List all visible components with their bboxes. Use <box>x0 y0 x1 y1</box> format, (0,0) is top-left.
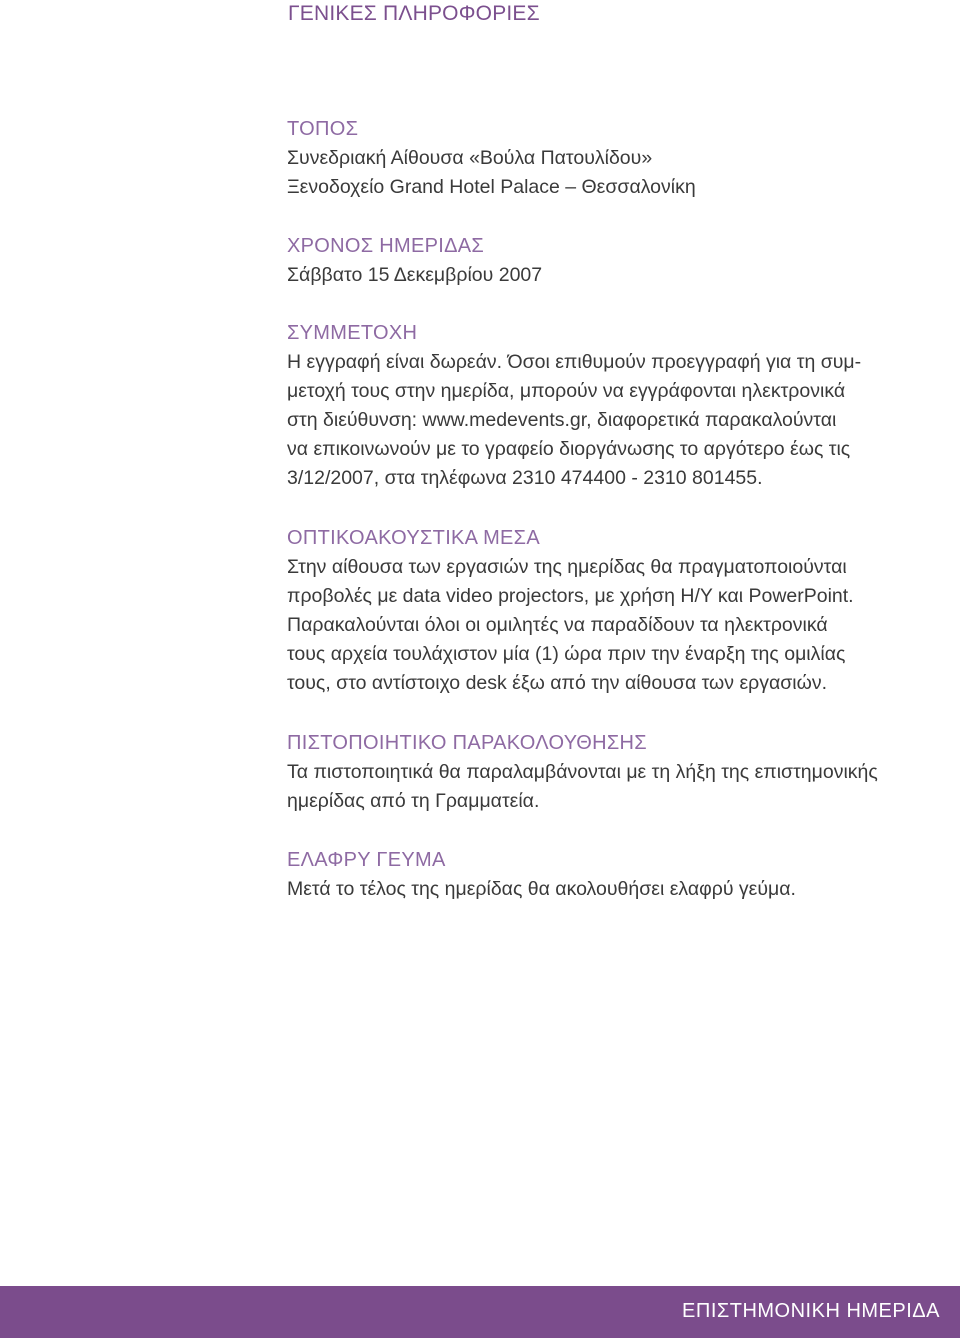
section-line: μετοχή τους στην ημερίδα, μπορούν να εγγράφονται ηλεκτρονικά <box>287 380 846 402</box>
section-line: τους αρχεία τουλάχιστον μία (1) ώρα πριν την έναρξη της ομιλίας <box>287 643 846 665</box>
section-line: στη διεύθυνση: www.medevents.gr, διαφορετικά παρακαλούνται <box>287 409 837 431</box>
footer-band <box>0 1286 960 1338</box>
section-date <box>287 232 947 290</box>
section-line: να επικοινωνούν με το γραφείο διοργάνωσης το αργότερο έως τις <box>287 438 851 460</box>
section-location <box>287 115 947 202</box>
page-title: ΓΕΝΙΚΕΣ ΠΛΗΡΟΦΟΡΙΕΣ <box>288 2 540 25</box>
section-line: Ξενοδοχείο Grand Hotel Palace – Θεσσαλονίκη <box>287 176 696 198</box>
section-line: Σάββατο 15 Δεκεμβρίου 2007 <box>287 264 543 286</box>
section-line: προβολές με data video projectors, με χρήση Η/Υ και PowerPoint. <box>287 585 854 607</box>
section-line: Τα πιστοποιητικά θα παραλαμβάνονται με τη λήξη της επιστημονικής <box>287 761 878 783</box>
footer-label: ΕΠΙΣΤΗΜΟΝΙΚΗ ΗΜΕΡΙΔΑ <box>682 1300 940 1322</box>
section-line: Παρακαλούνται όλοι οι ομιλητές να παραδίδουν τα ηλεκτρονικά <box>287 614 828 636</box>
section-line: τους, στο αντίστοιχο desk έξω από την αίθουσα των εργασιών. <box>287 672 828 694</box>
section-title: ΕΛΑΦΡΥ ΓΕΥΜΑ <box>287 849 446 871</box>
section-audiovisual <box>287 524 947 698</box>
section-line: Στην αίθουσα των εργασιών της ημερίδας θα πραγματοποιούνται <box>287 556 847 578</box>
section-line: Η εγγραφή είναι δωρεάν. Όσοι επιθυμούν προεγγραφή για τη συμ- <box>287 351 862 373</box>
section-certificate <box>287 729 947 816</box>
section-participation <box>287 319 947 493</box>
section-title: ΟΠΤΙΚΟΑΚΟΥΣΤΙΚΑ ΜΕΣΑ <box>287 527 540 549</box>
section-title: ΠΙΣΤΟΠΟΙΗΤΙΚΟ ΠΑΡΑΚΟΛΟΥΘΗΣΗΣ <box>287 732 647 754</box>
section-title: ΤΟΠΟΣ <box>287 118 359 140</box>
section-light-meal <box>287 846 947 904</box>
section-title: ΣΥΜΜΕΤΟΧΗ <box>287 322 418 344</box>
section-line: ημερίδας από τη Γραμματεία. <box>287 790 540 812</box>
section-line: Μετά το τέλος της ημερίδας θα ακολουθήσει ελαφρύ γεύμα. <box>287 878 796 900</box>
section-line: Συνεδριακή Αίθουσα «Βούλα Πατουλίδου» <box>287 147 653 169</box>
section-title: ΧΡΟΝΟΣ ΗΜΕΡΙΔΑΣ <box>287 235 485 257</box>
section-line: 3/12/2007, στα τηλέφωνα 2310 474400 - 2310 801455. <box>287 467 763 489</box>
